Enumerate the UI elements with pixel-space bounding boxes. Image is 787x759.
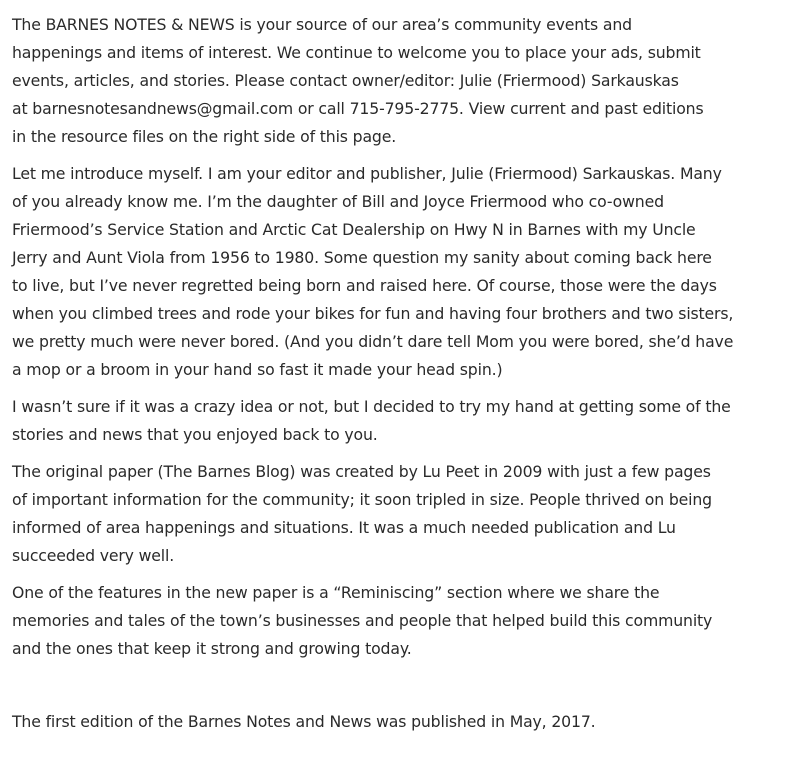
text-line: The first edition of the Barnes Notes and News was published in May, 2017. (12, 712, 596, 731)
text-line: we pretty much were never bored. (And you didn’t dare tell Mom you were bored, she’d have (12, 332, 734, 351)
text-line: happenings and items of interest. We continue to welcome you to place your ads, submit (12, 43, 701, 62)
text-line: events, articles, and stories. Please contact owner/editor: Julie (Friermood) Sarkauskas (12, 71, 679, 90)
editor-introduction-paragraph (12, 160, 781, 384)
text-line: of you already know me. I’m the daughter of Bill and Joyce Friermood who co-owned (12, 192, 664, 211)
intro-paragraph (12, 11, 781, 151)
text-line: Let me introduce myself. I am your editor and publisher, Julie (Friermood) Sarkauskas. Many (12, 164, 722, 183)
text-line: in the resource files on the right side of this page. (12, 127, 397, 146)
motivation-paragraph (12, 393, 781, 449)
text-line: to live, but I’ve never regretted being born and raised here. Of course, those were the days (12, 276, 717, 295)
text-line: a mop or a broom in your hand so fast it made your head spin.) (12, 360, 503, 379)
text-line: Friermood’s Service Station and Arctic Cat Dealership on Hwy N in Barnes with my Uncle (12, 220, 696, 239)
text-line: and the ones that keep it strong and growing today. (12, 639, 412, 658)
text-line: succeeded very well. (12, 546, 175, 565)
first-edition-paragraph (12, 708, 781, 736)
text-line: I wasn’t sure if it was a crazy idea or not, but I decided to try my hand at getting some of the (12, 397, 731, 416)
text-line: The BARNES NOTES & NEWS is your source of our area’s community events and (12, 15, 632, 34)
text-line: memories and tales of the town’s businesses and people that helped build this community (12, 611, 713, 630)
history-paragraph (12, 458, 781, 570)
text-line: informed of area happenings and situations. It was a much needed publication and Lu (12, 518, 676, 537)
text-line: when you climbed trees and rode your bikes for fun and having four brothers and two sisters, (12, 304, 734, 323)
reminiscing-paragraph (12, 579, 781, 663)
text-line: One of the features in the new paper is a “Reminiscing” section where we share the (12, 583, 660, 602)
text-line: stories and news that you enjoyed back to you. (12, 425, 378, 444)
text-line: of important information for the community; it soon tripled in size. People thrived on being (12, 490, 712, 509)
text-line: at barnesnotesandnews@gmail.com or call 715-795-2775. View current and past editions (12, 99, 704, 118)
text-line: The original paper (The Barnes Blog) was created by Lu Peet in 2009 with just a few pages (12, 462, 711, 481)
text-line: Jerry and Aunt Viola from 1956 to 1980. Some question my sanity about coming back here (12, 248, 712, 267)
